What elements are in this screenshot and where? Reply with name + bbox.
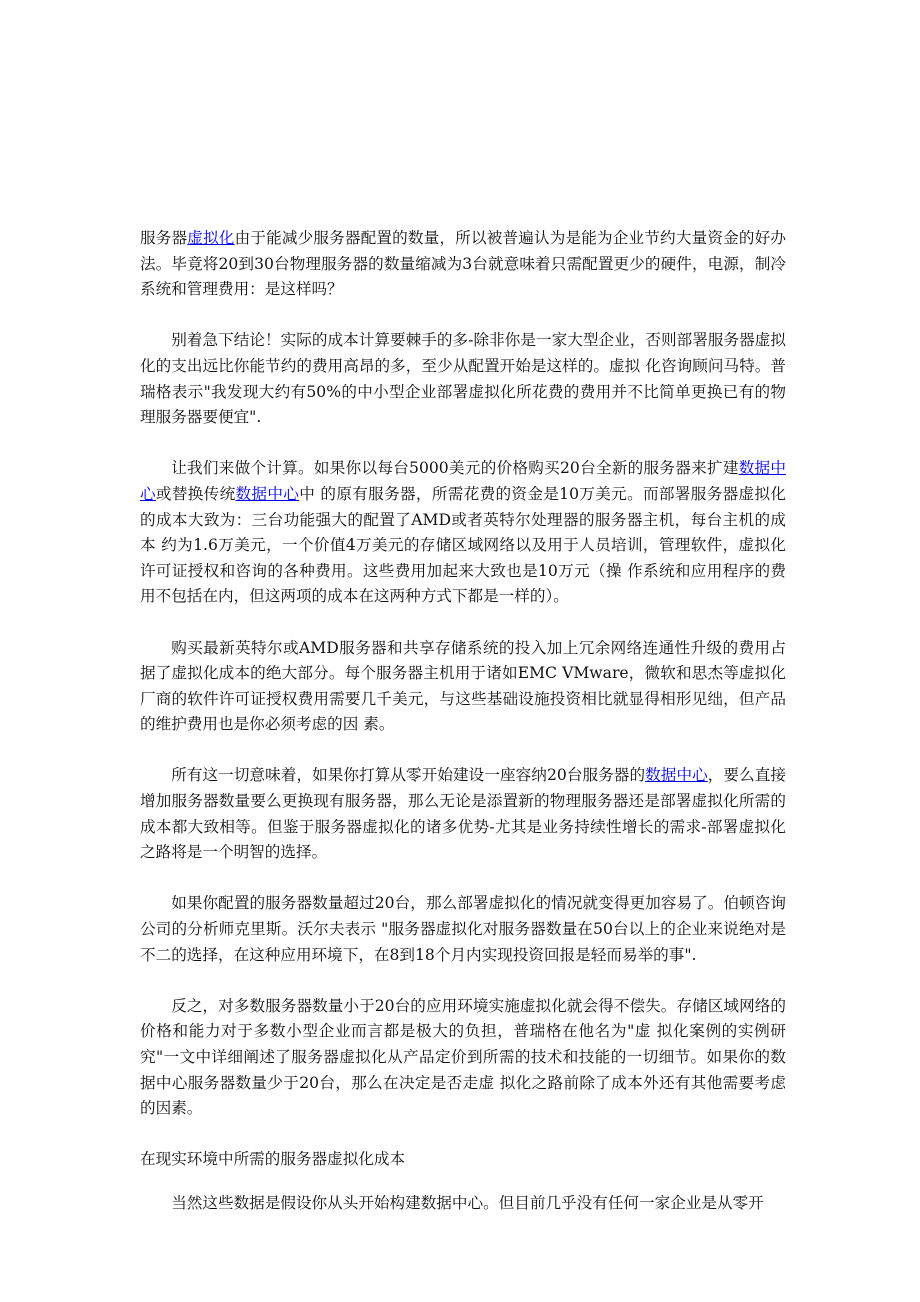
paragraph (140, 763, 786, 865)
text-run: 中 的原有服务器，所需花费的资金是10万美元。而部署服务器虚拟化的成本大致为：三台功能强大的配置了AMD或者英特尔处理器的服务器主机，每台主机的成本 约为1.6万美元，一个价值4万美元的存储区域网络以及用于人员培训，管理软件，虚拟化许可证授权和咨询的各种费用。这些费用加起来大致也是10万元（操 作系统和应用程序的费用不包括在内，但这两项的成本在这两种方式下都是一样的）。 (140, 484, 786, 606)
text-run: 让我们来做个计算。如果你以每台5000美元的价格购买20台全新的服务器来扩建 (171, 459, 739, 478)
paragraph (140, 226, 786, 303)
text-run: 服务器 (140, 229, 188, 247)
paragraph (140, 636, 786, 738)
paragraph (140, 891, 786, 968)
paragraph (140, 1191, 786, 1217)
paragraph (140, 456, 786, 610)
text-run: 由于能减少服务器配置的数量，所以被普遍认为是能为企业节约大量资金的好办法。毕竟将20到30台物理服务器的数量缩减为3台就意味着只需配置更少的硬件，电源，制冷系统和管理费用：是这样吗？ (140, 229, 786, 299)
text-run: 或替换传统 (155, 484, 236, 503)
text-run: 如果你配置的服务器数量超过20台，那么部署虚拟化的情况就变得更加容易了。伯顿咨询公司的分析师克里斯。沃尔夫表示 "服务器虚拟化对服务器数量在50台以上的企业来说绝对是不二的选择，在这种应用环境下，在8到18个月内实现投资回报是轻而易举的事". (140, 894, 786, 964)
section-heading (140, 1147, 786, 1173)
text-run: 反之，对多数服务器数量小于20台的应用环境实施虚拟化就会得不偿失。存储区域网络的价格和能力对于多数小型企业而言都是极大的负担，普瑞格在他名为"虚 拟化案例的实例研究"一文中详细阐述了服务器虚拟化从产品定价到所需的技术和技能的一切细节。如果你的数据中心服务器数量少于20台，那么在决定是否走虚 拟化之路前除了成本外还有其他需要考虑的因素。 (140, 996, 786, 1118)
inline-link[interactable]: 数据中心 (235, 484, 300, 503)
text-run: ，要么直接增加服务器数量要么更换现有服务器，那么无论是添置新的物理服务器还是部署虚拟化所需的成本都大致相等。但鉴于服务器虚拟化的诸多优势-尤其是业务持续性增长的需求-部署虚拟化之路将是一个明智的选择。 (140, 766, 786, 862)
text-run: 别着急下结论！实际的成本计算要棘手的多-除非你是一家大型企业，否则部署服务器虚拟化的支出远比你能节约的费用高昂的多，至少从配置开始是这样的。虚拟 化咨询顾问马特。普瑞格表示"我发现大约有50%的中小型企业部署虚拟化所花费的费用并不比简单更换已有的物理服务器要便宜". (140, 331, 786, 427)
text-run: 购买最新英特尔或AMD服务器和共享存储系统的投入加上冗余网络连通性升级的费用占据了虚拟化成本的绝大部分。每个服务器主机用于诸如EMC VMware，微软和思杰等虚拟化厂商的软件许可证授权费用需要几千美元，与这些基础设施投资相比就显得相形见绌，但产品的维护费用也是你必须考虑的因 素。 (140, 638, 786, 734)
text-run: 当然这些数据是假设你从头开始构建数据中心。但目前几乎没有任何一家企业是从零开 (171, 1193, 764, 1212)
inline-link[interactable]: 数据中心 (645, 766, 708, 785)
paragraph (140, 994, 786, 1122)
text-run: 在现实环境中所需的服务器虚拟化成本 (140, 1150, 406, 1169)
inline-link[interactable]: 虚拟化 (187, 229, 235, 247)
text-run: 所有这一切意味着，如果你打算从零开始建设一座容纳20台服务器的 (171, 766, 646, 785)
paragraph (140, 328, 786, 430)
inline-link[interactable]: 数据中心 (140, 459, 786, 503)
document-body (140, 226, 786, 1242)
